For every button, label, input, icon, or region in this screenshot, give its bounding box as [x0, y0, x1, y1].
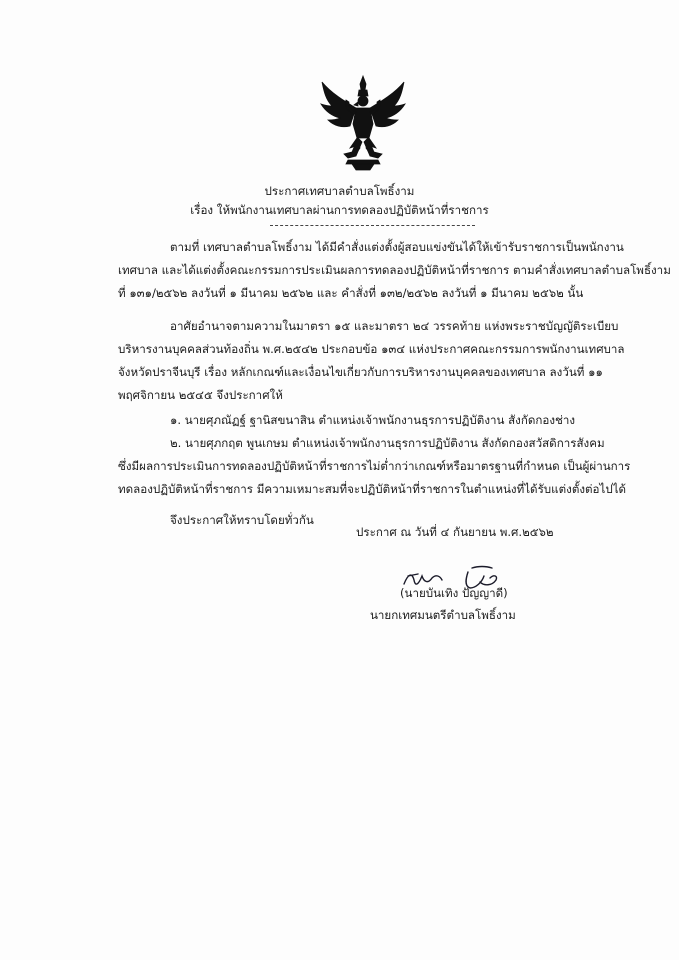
garuda-emblem-icon — [318, 72, 408, 172]
list-item-2-line-2: ซึ่งมีผลการประเมินการทดลองปฏิบัติหน้าที่ราชการไม่ต่ำกว่าเกณฑ์หรือมาตรฐานที่กำหนด เป็นผู้ผ่านการ — [118, 459, 631, 473]
paragraph-2-line-1: อาศัยอำนาจตามความในมาตรา ๑๕ และมาตรา ๒๔ วรรคท้าย แห่งพระราชบัญญัติระเบียบ — [170, 319, 619, 333]
list-item-2-line-1: ๒. นายศุภกฤต พูนเกษม ตำแหน่งเจ้าพนักงานธุรการปฏิบัติงาน สังกัดกองสวัสดิการสังคม — [170, 436, 605, 450]
closing-statement: จึงประกาศให้ทราบโดยทั่วกัน — [170, 513, 314, 527]
paragraph-2-line-3: จังหวัดปราจีนบุรี เรื่อง หลักเกณฑ์และเงื่อนไขเกี่ยวกับการบริหารงานบุคคลของเทศบาล ลงวันที่ ๑๑ — [118, 365, 603, 379]
announcement-date: ประกาศ ณ วันที่ ๔ กันยายน พ.ศ.๒๕๖๒ — [356, 525, 554, 539]
paragraph-1-line-2: เทศบาล และได้แต่งตั้งคณะกรรมการประเมินผลการทดลองปฏิบัติหน้าที่ราชการ ตามคำสั่งเทศบาลตำบลโพธิ์งาม — [118, 263, 671, 277]
list-item-1: ๑. นายศุภณัฏฐ์ ฐานิสขนาสิน ตำแหน่งเจ้าพนักงานธุรการปฏิบัติงาน สังกัดกองช่าง — [170, 413, 576, 427]
announcement-title: ประกาศเทศบาลตำบลโพธิ์งาม — [264, 184, 415, 198]
list-item-2-line-3: ทดลองปฏิบัติหน้าที่ราชการ มีความเหมาะสมที่จะปฏิบัติหน้าที่ราชการในตำแหน่งที่ได้รับแต่งตั้งต่อไปได้ — [118, 482, 627, 496]
announcement-subject: เรื่อง ให้พนักงานเทศบาลผ่านการทดลองปฏิบัติหน้าที่ราชการ — [190, 203, 489, 217]
title-divider — [270, 225, 475, 226]
signer-name: (นายบันเทิง ปัญญาดี) — [400, 586, 508, 600]
paragraph-2-line-4: พฤศจิกายน ๒๕๔๕ จึงประกาศให้ — [118, 388, 283, 402]
paragraph-1-line-3: ที่ ๑๓๑/๒๕๖๒ ลงวันที่ ๑ มีนาคม ๒๕๖๒ และ คำสั่งที่ ๑๓๒/๒๕๖๒ ลงวันที่ ๑ มีนาคม ๒๕๖๒ นั้น — [118, 286, 584, 300]
signer-position: นายกเทศมนตรีตำบลโพธิ์งาม — [370, 608, 516, 622]
paragraph-2-line-2: บริหารงานบุคคลส่วนท้องถิ่น พ.ศ.๒๕๔๒ ประกอบข้อ ๑๓๔ แห่งประกาศคณะกรรมการพนักงานเทศบาล — [118, 342, 625, 356]
paragraph-1-line-1: ตามที่ เทศบาลตำบลโพธิ์งาม ได้มีคำสั่งแต่งตั้งผู้สอบแข่งขันได้ให้เข้ารับราชการเป็นพนักงาน — [170, 240, 624, 254]
